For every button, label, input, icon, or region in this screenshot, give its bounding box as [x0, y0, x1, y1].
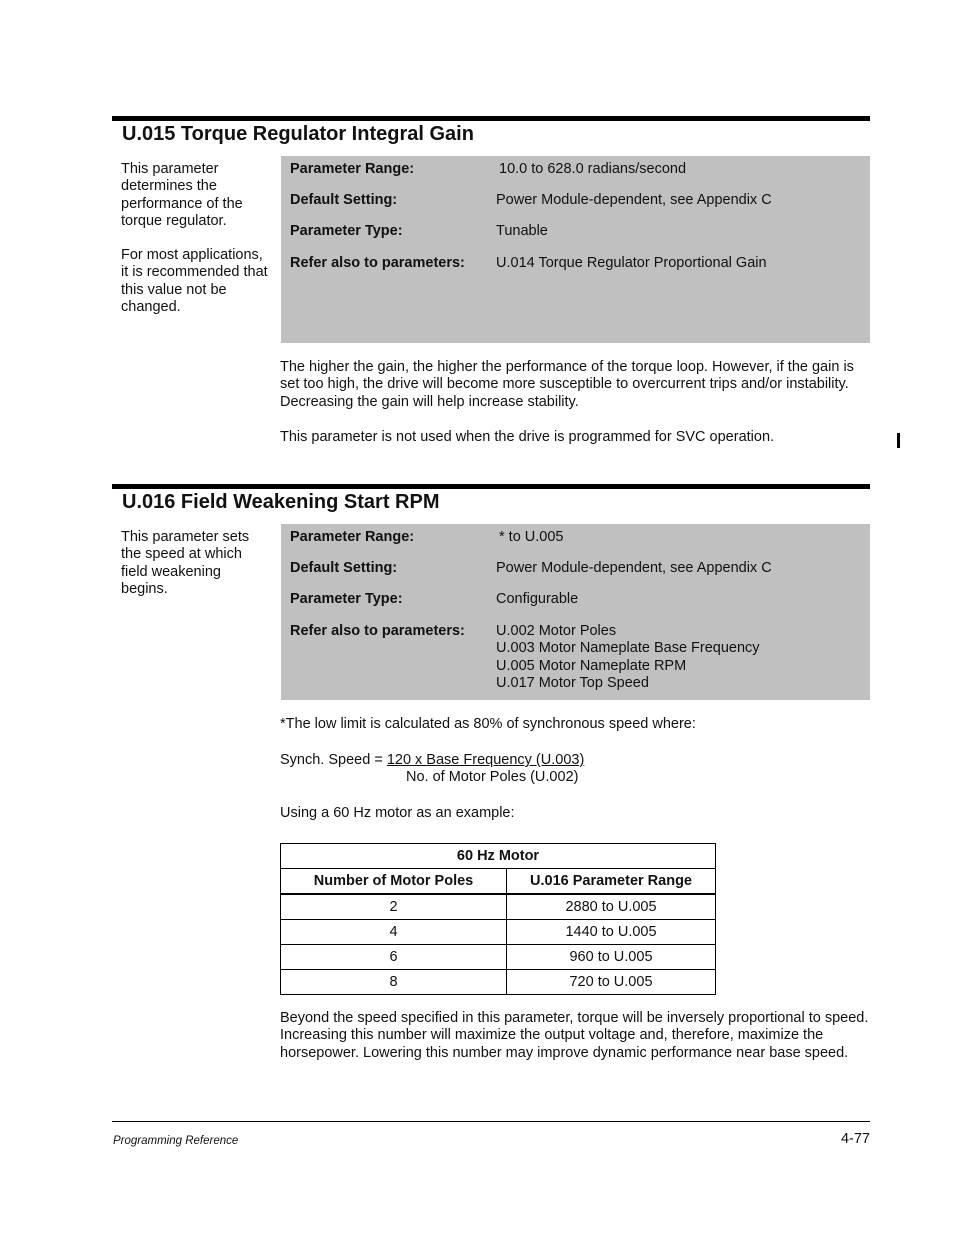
formula-lhs: Synch. Speed =	[280, 752, 387, 768]
table-row	[281, 970, 716, 995]
param-value-line: 10.0 to 628.0 radians/second	[499, 161, 687, 177]
param-value	[496, 591, 876, 608]
table-cell: 1440 to U.005	[507, 920, 716, 945]
page-number: 4-77	[840, 1131, 870, 1147]
param-label: Parameter Type:	[290, 591, 403, 607]
param-value	[499, 161, 879, 178]
param-value	[496, 192, 876, 209]
section-title: U.015 Torque Regulator Integral Gain	[122, 123, 474, 145]
param-value-line: U.005 Motor Nameplate RPM	[496, 657, 687, 674]
param-label: Parameter Range:	[290, 529, 415, 545]
table-cell: 960 to U.005	[507, 945, 716, 970]
param-value-line: U.014 Torque Regulator Proportional Gain	[496, 255, 767, 271]
side-note-paragraph: For most applications, it is recommended that this value not be changed.	[121, 247, 268, 316]
footer-rule	[112, 1121, 870, 1122]
closing-paragraph: Beyond the speed specified in this parameter, torque will be inversely proportional to speed. Increasing this number will maximize the output voltage and, therefore, maximize the horsepower. Lowering this number may improve dynamic performance near base speed.	[280, 1010, 869, 1061]
table-cell: 8	[281, 970, 507, 995]
table-caption: 60 Hz Motor	[281, 844, 716, 869]
param-value-line: Tunable	[496, 223, 548, 239]
formula-numerator: 120 x Base Frequency (U.003)	[386, 752, 585, 768]
param-value-line: Power Module-dependent, see Appendix C	[496, 192, 772, 208]
footer-section-name: Programming Reference	[113, 1135, 239, 1147]
body-paragraph: The higher the gain, the higher the performance of the torque loop. However, if the gain is set too high, the drive will become more susceptible to overcurrent trips and/or instability. Decreasing the gain will help increase stability.	[280, 359, 854, 410]
table-cell: 4	[281, 920, 507, 945]
param-value-line: * to U.005	[499, 529, 564, 545]
body-paragraph: This parameter is not used when the drive is programmed for SVC operation.	[280, 429, 775, 445]
param-label: Refer also to parameters:	[290, 255, 465, 271]
param-value	[496, 623, 876, 692]
table-cell: 6	[281, 945, 507, 970]
side-note	[121, 161, 271, 333]
param-value-line: U.017 Motor Top Speed	[496, 674, 649, 691]
table-row	[281, 894, 716, 920]
param-label: Refer also to parameters:	[290, 623, 465, 639]
table-row	[281, 945, 716, 970]
param-value	[496, 255, 876, 272]
section-title: U.016 Field Weakening Start RPM	[122, 491, 440, 513]
table-header: U.016 Parameter Range	[507, 869, 716, 895]
formula-denominator: No. of Motor Poles (U.002)	[406, 769, 579, 785]
formula-numerator-line	[280, 752, 584, 768]
table-cell: 720 to U.005	[507, 970, 716, 995]
example-intro: Using a 60 Hz motor as an example:	[280, 805, 515, 821]
table-cell: 2	[281, 894, 507, 920]
param-value	[496, 223, 876, 240]
param-value-line: U.002 Motor Poles	[496, 623, 617, 639]
param-label: Parameter Range:	[290, 161, 415, 177]
param-label: Default Setting:	[290, 560, 398, 576]
param-label: Parameter Type:	[290, 223, 403, 239]
side-note-paragraph: This parameter determines the performance of the torque regulator.	[121, 161, 243, 229]
change-bar	[897, 433, 900, 448]
param-value-line: Configurable	[496, 591, 579, 607]
param-value	[499, 529, 879, 546]
motor-table	[280, 843, 716, 995]
param-value-line: U.003 Motor Nameplate Base Frequency	[496, 640, 760, 657]
param-label: Default Setting:	[290, 192, 398, 208]
section-rule	[112, 484, 870, 489]
parameter-box	[281, 524, 870, 700]
low-limit-note: *The low limit is calculated as 80% of synchronous speed where:	[280, 716, 696, 732]
side-note-paragraph: This parameter sets the speed at which field weakening begins.	[121, 529, 250, 597]
side-note	[121, 529, 271, 615]
table-row	[281, 920, 716, 945]
parameter-box	[281, 156, 870, 343]
table-cell: 2880 to U.005	[507, 894, 716, 920]
param-value-line: Power Module-dependent, see Appendix C	[496, 560, 772, 576]
section-rule	[112, 116, 870, 121]
param-value	[496, 560, 876, 577]
table-header: Number of Motor Poles	[281, 869, 507, 895]
